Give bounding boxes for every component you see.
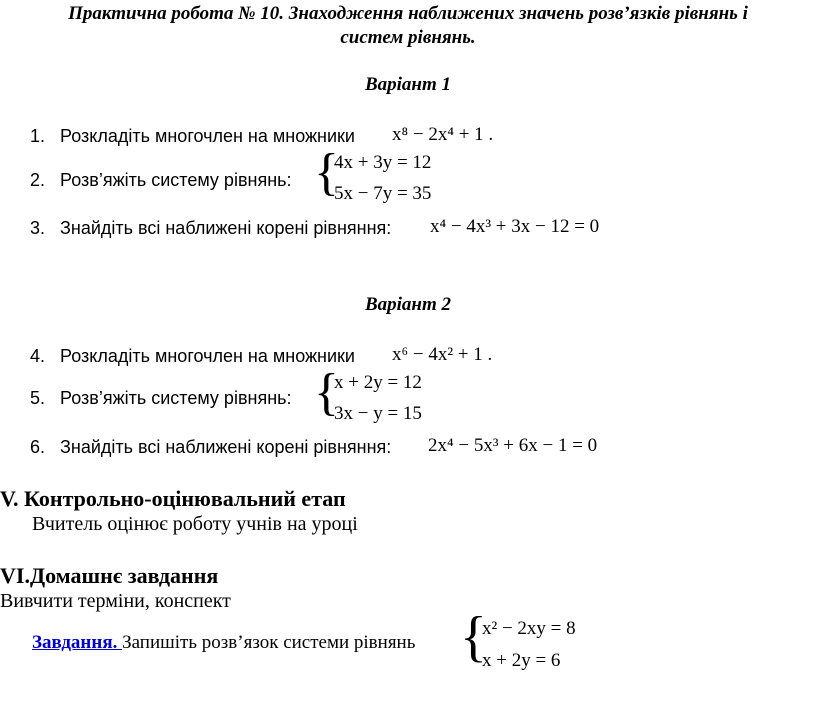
task-text: Знайдіть всі наближені корені рівняння: xyxy=(60,218,392,238)
task-5-equation-2: 3x − y = 15 xyxy=(334,403,422,424)
task-text: Знайдіть всі наближені корені рівняння: xyxy=(60,437,392,457)
task-number: 3. xyxy=(30,218,46,238)
task-text: Розв’яжіть систему рівнянь: xyxy=(60,170,292,190)
task-number: 6. xyxy=(30,437,46,457)
section-6-heading: VI.Домашнє завдання xyxy=(0,563,219,588)
task-3-expression: x⁴ − 4x³ + 3x − 12 = 0 xyxy=(430,216,600,237)
system-brace: { xyxy=(314,364,339,421)
system-brace: { xyxy=(314,144,339,201)
task-number: 5. xyxy=(30,388,46,408)
task-2 xyxy=(30,170,292,191)
task-5-equation-1: x + 2y = 12 xyxy=(334,372,422,393)
section-5-text: Вчитель оцінює роботу учнів на уроці xyxy=(32,513,358,535)
variant-2-heading: Варіант 2 xyxy=(364,294,452,315)
homework-task-link[interactable]: Завдання. xyxy=(32,632,123,653)
title-line-2: систем рівнянь. xyxy=(340,27,476,48)
homework-equation-2: x + 2y = 6 xyxy=(482,650,561,671)
task-6-expression: 2x⁴ − 5x³ + 6x − 1 = 0 xyxy=(428,435,598,456)
task-text: Розкладіть многочлен на множники xyxy=(60,346,355,366)
title-line-1: Практична робота № 10. Знаходження наближених значень розв’язків рівнянь і xyxy=(68,3,748,24)
variant-1-heading: Варіант 1 xyxy=(364,74,452,95)
task-4-expression: x⁶ − 4x² + 1 . xyxy=(392,344,493,365)
task-number: 4. xyxy=(30,346,46,366)
task-text: Розкладіть многочлен на множники xyxy=(60,126,355,146)
task-3 xyxy=(30,218,391,239)
task-4 xyxy=(30,346,355,367)
system-brace: { xyxy=(460,606,487,668)
section-6-text: Вивчити терміни, конспект xyxy=(0,590,231,612)
task-6 xyxy=(30,437,391,458)
task-number: 1. xyxy=(30,126,46,146)
page-title xyxy=(0,2,816,50)
homework-task-text: Запишіть розв’язок системи рівнянь xyxy=(122,632,416,653)
task-1-expression xyxy=(392,124,493,146)
expression-text: x⁸ − 2x⁴ + 1 . xyxy=(392,124,494,145)
task-text: Розв’яжіть систему рівнянь: xyxy=(60,388,292,408)
homework-task xyxy=(32,632,415,654)
section-5-heading: V. Контрольно-оцінювальний етап xyxy=(0,486,346,511)
task-5 xyxy=(30,388,292,409)
task-2-equation-1: 4x + 3y = 12 xyxy=(334,152,432,173)
homework-equation-1: x² − 2xy = 8 xyxy=(482,618,576,639)
task-2-equation-2: 5x − 7y = 35 xyxy=(334,183,432,204)
task-1 xyxy=(30,126,355,147)
task-number: 2. xyxy=(30,170,46,190)
